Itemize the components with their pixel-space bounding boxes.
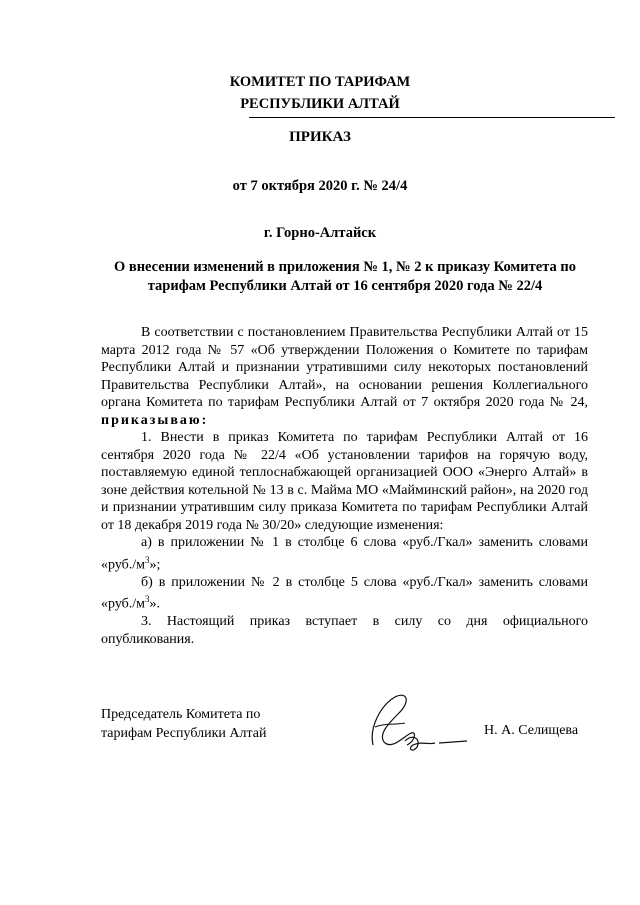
item-b <box>101 574 588 614</box>
item-a-text: а) в приложении № 1 в столбце 6 слова «руб./Гкал» заменить словами «руб./м <box>101 535 588 573</box>
item-b-text: б) в приложении № 2 в столбце 5 слова «руб./Гкал» заменить словами «руб./м <box>101 574 588 612</box>
org-title-line2: РЕСПУБЛИКИ АЛТАЙ <box>240 96 400 112</box>
header-rule <box>249 117 615 118</box>
decree-word: приказываю: <box>101 412 209 428</box>
doc-city: г. Горно-Алтайск <box>263 225 377 241</box>
doc-subject: О внесении изменений в приложения № 1, № 2 к приказу Комитета по тарифам Республики Алтай от 16 сентября 2020 года № 22/4 <box>113 259 577 294</box>
signatory-name: Н. А. Селищева <box>484 723 579 738</box>
position-line2: тарифам Республики Алтай <box>101 726 267 741</box>
org-title-line1: КОМИТЕТ ПО ТАРИФАМ <box>229 74 411 90</box>
item-a <box>101 534 588 574</box>
item-a-end: »; <box>149 557 161 573</box>
doc-body <box>101 324 588 648</box>
item-3: 3. Настоящий приказ вступает в силу со дня официального опубликования. <box>101 614 588 647</box>
doc-date-number: от 7 октября 2020 г. № 24/4 <box>232 178 408 194</box>
item-b-end: ». <box>149 596 161 612</box>
superscript: 3 <box>145 594 150 605</box>
doc-type: ПРИКАЗ <box>289 129 351 145</box>
position-line1: Председатель Комитета по <box>101 707 261 722</box>
handwritten-signature <box>355 683 475 763</box>
signatory-position <box>101 705 266 743</box>
item-1: 1. Внести в приказ Комитета по тарифам Республики Алтай от 16 сентября 2020 года № 22/4 «Об установлении тарифов на горячую воду, поставляемую единой теплоснабжающей организацией ООО «Энерго Алтай» в зоне действия котельной № 13 в с. Майма МО «Майминский район», на 2020 год и признании утратившим силу приказа Комитета по тарифам Республики Алтай от 18 декабря 2019 года № 30/20» следующие изменения: <box>101 430 588 533</box>
intro-paragraph <box>101 324 588 429</box>
intro-text: В соответствии с постановлением Правительства Республики Алтай от 15 марта 2012 года № 57 «Об утверждении Положения о Комитете по тарифам Республики Алтай и признании утратившими силу некоторых постановлений Правительства Республики Алтай», на основании решения Коллегиального органа Комитета по тарифам Республики Алтай от 7 октября 2020 года № 24, <box>101 325 588 410</box>
superscript: 3 <box>145 554 150 565</box>
